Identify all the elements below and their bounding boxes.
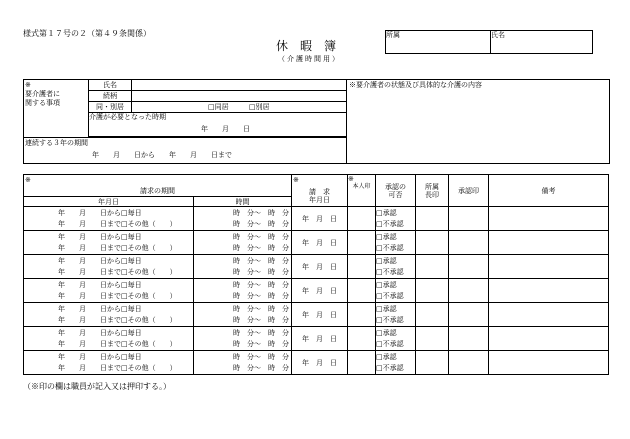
approve-cell (376, 351, 416, 363)
continuous-label: 連続する３年の期間 (25, 139, 88, 147)
date-from-cell[interactable] (24, 303, 194, 315)
remarks-cell[interactable] (489, 279, 609, 303)
approve-checkbox[interactable]: □承認 (376, 328, 397, 337)
date-from-cell[interactable] (24, 207, 194, 219)
date-from: 年 月 日から (58, 328, 121, 337)
reject-checkbox[interactable]: □不承認 (376, 316, 404, 325)
dept-head-sub: 長印 (425, 190, 439, 199)
self-seal-header (348, 175, 376, 207)
request-date-cell[interactable] (292, 303, 348, 327)
table-row (24, 327, 609, 339)
date-from-cell[interactable] (24, 279, 194, 291)
request-date-value: 年 月 日 (302, 286, 337, 295)
approve-cell (376, 255, 416, 267)
approve-checkbox[interactable]: □承認 (376, 208, 397, 217)
request-date-cell[interactable] (292, 231, 348, 255)
dept-head-header (416, 175, 449, 207)
time-range-2: 時 分～ 時 分 (233, 292, 289, 301)
daily-checkbox[interactable]: □毎日 (121, 232, 142, 241)
self-seal-mark: ※ (348, 175, 354, 183)
time-cell-2[interactable] (194, 267, 292, 279)
table-row (24, 207, 609, 219)
reject-checkbox[interactable]: □不承認 (376, 292, 404, 301)
approver-seal-cell[interactable] (449, 255, 489, 279)
request-date-cell[interactable] (292, 255, 348, 279)
continuous-divider (23, 137, 347, 138)
reject-cell (376, 339, 416, 351)
date-from-cell[interactable] (24, 351, 194, 363)
other-checkbox[interactable]: □その他（ ） (121, 292, 177, 301)
time-cell-2[interactable] (194, 363, 292, 375)
remarks-header: 備考 (489, 175, 609, 207)
continuous-value: 年 月 日から 年 月 日まで (92, 151, 232, 159)
table-row (24, 351, 609, 363)
date-from: 年 月 日から (58, 232, 121, 241)
date-to-cell[interactable] (24, 291, 194, 303)
request-date-mark: ※ (293, 176, 299, 184)
footnote: （※印の欄は職員が記入又は押印する。） (23, 382, 171, 391)
request-table (23, 174, 609, 375)
approve-cell (376, 279, 416, 291)
time-cell-1[interactable] (194, 207, 292, 219)
time-range-1: 時 分～ 時 分 (233, 304, 289, 313)
time-range-1: 時 分～ 時 分 (233, 328, 289, 337)
date-from-cell[interactable] (24, 255, 194, 267)
self-seal-cell[interactable] (348, 207, 376, 231)
time-col-header: 時間 (194, 197, 292, 207)
approver-seal-header: 承認印 (449, 175, 489, 207)
care-person-label: 要介護者に関する事項 (25, 90, 60, 107)
care-name-label: 氏名 (89, 80, 132, 91)
self-seal-label: 本人印 (352, 183, 371, 190)
date-to: 年 月 日まで (58, 220, 121, 229)
approve-cell (376, 327, 416, 339)
time-range-1: 時 分～ 時 分 (233, 280, 289, 289)
self-seal-cell[interactable] (348, 279, 376, 303)
other-checkbox[interactable]: □その他（ ） (121, 364, 177, 373)
request-date-header (292, 175, 348, 207)
reject-cell (376, 219, 416, 231)
request-date-label: 請 求 (309, 188, 330, 196)
period-header (24, 175, 292, 197)
request-date-sub: 年月日 (309, 196, 330, 204)
time-cell-2[interactable] (194, 291, 292, 303)
table-row (24, 279, 609, 291)
name-label: 氏名 (491, 31, 505, 39)
remarks-cell[interactable] (489, 327, 609, 351)
date-from: 年 月 日から (58, 256, 121, 265)
time-cell-1[interactable] (194, 303, 292, 315)
request-date-cell[interactable] (292, 207, 348, 231)
daily-checkbox[interactable]: □毎日 (121, 256, 142, 265)
dept-head-seal-cell[interactable] (416, 351, 449, 375)
name-cell[interactable] (491, 31, 593, 54)
time-cell-1[interactable] (194, 351, 292, 363)
request-date-cell[interactable] (292, 327, 348, 351)
request-date-value: 年 月 日 (302, 358, 337, 367)
time-range-1: 時 分～ 時 分 (233, 208, 289, 217)
cohabit-label: 同・別居 (89, 102, 132, 113)
self-seal-cell[interactable] (348, 231, 376, 255)
form-number: 様式第１７号の２（第４９条関係） (23, 29, 151, 38)
request-date-value: 年 月 日 (302, 214, 337, 223)
reject-cell (376, 363, 416, 375)
date-to: 年 月 日まで (58, 364, 121, 373)
reject-cell (376, 315, 416, 327)
table-row (24, 231, 609, 243)
time-cell-2[interactable] (194, 315, 292, 327)
reject-checkbox[interactable]: □不承認 (376, 220, 404, 229)
time-cell-2[interactable] (194, 339, 292, 351)
approve-checkbox[interactable]: □承認 (376, 232, 397, 241)
relationship-value[interactable] (132, 91, 347, 102)
time-range-2: 時 分～ 時 分 (233, 364, 289, 373)
affiliation-cell[interactable] (386, 31, 491, 54)
time-range-2: 時 分～ 時 分 (233, 244, 289, 253)
period-label: 請求の期間 (140, 187, 175, 195)
time-cell-1[interactable] (194, 279, 292, 291)
date-from-cell[interactable] (24, 231, 194, 243)
date-to-cell[interactable] (24, 363, 194, 375)
reject-checkbox[interactable]: □不承認 (376, 340, 404, 349)
request-date-value: 年 月 日 (302, 238, 337, 247)
remarks-cell[interactable] (489, 303, 609, 327)
dept-head-seal-cell[interactable] (416, 255, 449, 279)
self-seal-cell[interactable] (348, 303, 376, 327)
approve-checkbox[interactable]: □承認 (376, 280, 397, 289)
date-to: 年 月 日まで (58, 292, 121, 301)
date-from: 年 月 日から (58, 304, 121, 313)
cohabit-checkbox[interactable]: □同居 (208, 103, 229, 111)
approval-sub: 可否 (388, 190, 403, 199)
time-range-1: 時 分～ 時 分 (233, 352, 289, 361)
time-range-2: 時 分～ 時 分 (233, 316, 289, 325)
other-checkbox[interactable]: □その他（ ） (121, 220, 177, 229)
table-row (24, 303, 609, 315)
other-checkbox[interactable]: □その他（ ） (121, 316, 177, 325)
other-checkbox[interactable]: □その他（ ） (121, 244, 177, 253)
self-seal-cell[interactable] (348, 255, 376, 279)
date-to-cell[interactable] (24, 219, 194, 231)
affiliation-table (385, 30, 593, 54)
reject-cell (376, 291, 416, 303)
need-period-label: 介護が必要となった時期 (89, 113, 166, 121)
remarks-cell[interactable] (489, 231, 609, 255)
request-date-cell[interactable] (292, 279, 348, 303)
affiliation-label: 所属 (386, 31, 400, 39)
date-from: 年 月 日から (58, 352, 121, 361)
table-row (24, 255, 609, 267)
date-from-cell[interactable] (24, 327, 194, 339)
date-to-cell[interactable] (24, 267, 194, 279)
date-to-cell[interactable] (24, 243, 194, 255)
dept-head-seal-cell[interactable] (416, 231, 449, 255)
dept-head-seal-cell[interactable] (416, 279, 449, 303)
other-checkbox[interactable]: □その他（ ） (121, 268, 177, 277)
reject-cell (376, 267, 416, 279)
date-to-cell[interactable] (24, 315, 194, 327)
time-cell-1[interactable] (194, 327, 292, 339)
time-range-2: 時 分～ 時 分 (233, 340, 289, 349)
request-date-value: 年 月 日 (302, 262, 337, 271)
time-cell-1[interactable] (194, 231, 292, 243)
approve-checkbox[interactable]: □承認 (376, 304, 397, 313)
time-range-1: 時 分～ 時 分 (233, 256, 289, 265)
request-date-value: 年 月 日 (302, 310, 337, 319)
approver-seal-cell[interactable] (449, 303, 489, 327)
self-seal-cell[interactable] (348, 351, 376, 375)
approve-cell (376, 207, 416, 219)
page-subtitle: （介護時間用） (278, 55, 341, 63)
page-title: 休 暇 簿 (276, 39, 337, 53)
separate-checkbox[interactable]: □別居 (248, 103, 270, 111)
reject-cell (376, 243, 416, 255)
daily-checkbox[interactable]: □毎日 (121, 208, 142, 217)
request-date-cell[interactable] (292, 351, 348, 375)
other-checkbox[interactable]: □その他（ ） (121, 340, 177, 349)
reject-checkbox[interactable]: □不承認 (376, 268, 404, 277)
date-from: 年 月 日から (58, 208, 121, 217)
status-label: ※要介護者の状態及び具体的な介護の内容 (349, 81, 482, 89)
approver-seal-cell[interactable] (449, 207, 489, 231)
relationship-label: 続柄 (89, 91, 132, 102)
dept-head-seal-cell[interactable] (416, 327, 449, 351)
time-cell-2[interactable] (194, 219, 292, 231)
time-cell-2[interactable] (194, 243, 292, 255)
approval-label: 承認の (385, 182, 406, 191)
approver-seal-cell[interactable] (449, 279, 489, 303)
daily-checkbox[interactable]: □毎日 (121, 304, 142, 313)
care-name-value[interactable] (132, 80, 347, 91)
remarks-cell[interactable] (489, 255, 609, 279)
time-range-2: 時 分～ 時 分 (233, 220, 289, 229)
approve-checkbox[interactable]: □承認 (376, 352, 397, 361)
approve-cell (376, 231, 416, 243)
time-cell-1[interactable] (194, 255, 292, 267)
approver-seal-cell[interactable] (449, 351, 489, 375)
reject-checkbox[interactable]: □不承認 (376, 364, 404, 373)
time-range-2: 時 分～ 時 分 (233, 268, 289, 277)
date-to-cell[interactable] (24, 339, 194, 351)
approve-checkbox[interactable]: □承認 (376, 256, 397, 265)
approve-cell (376, 303, 416, 315)
approval-header (376, 175, 416, 207)
date-to: 年 月 日まで (58, 268, 121, 277)
time-range-1: 時 分～ 時 分 (233, 232, 289, 241)
cohabit-options (132, 102, 347, 113)
date-to: 年 月 日まで (58, 244, 121, 253)
reject-checkbox[interactable]: □不承認 (376, 244, 404, 253)
period-mark: ※ (25, 176, 31, 184)
care-info-table (88, 79, 347, 137)
dept-head-seal-cell[interactable] (416, 207, 449, 231)
dept-head-label: 所属 (425, 182, 439, 191)
approver-seal-cell[interactable] (449, 327, 489, 351)
need-period-value: 年 月 日 (201, 125, 250, 133)
daily-checkbox[interactable]: □毎日 (121, 352, 142, 361)
date-from: 年 月 日から (58, 280, 121, 289)
remarks-cell[interactable] (489, 207, 609, 231)
need-period-cell[interactable] (89, 113, 347, 137)
remarks-cell[interactable] (489, 351, 609, 375)
date-to: 年 月 日まで (58, 340, 121, 349)
request-date-value: 年 月 日 (302, 334, 337, 343)
daily-checkbox[interactable]: □毎日 (121, 328, 142, 337)
care-mark: ※ (25, 81, 31, 89)
dept-head-seal-cell[interactable] (416, 303, 449, 327)
date-to: 年 月 日まで (58, 316, 121, 325)
date-col-header: 年月日 (24, 197, 194, 207)
self-seal-cell[interactable] (348, 327, 376, 351)
daily-checkbox[interactable]: □毎日 (121, 280, 142, 289)
approver-seal-cell[interactable] (449, 231, 489, 255)
